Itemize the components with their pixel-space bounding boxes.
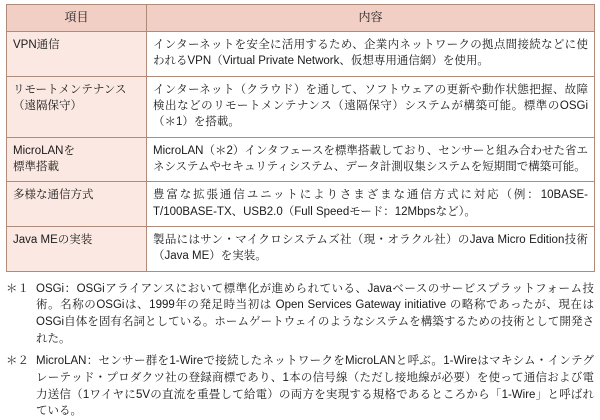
- row-label: MicroLANを 標準搭載: [7, 137, 147, 182]
- row-label: VPN通信: [7, 32, 147, 77]
- row-label: Java MEの実装: [7, 226, 147, 271]
- footnotes: [6, 281, 594, 420]
- table-row: [7, 137, 595, 182]
- row-description: MicroLAN（＊2）インタフェースを標準搭載しており、センサーと組み合わせた省エネシステムやセキュリティシステム、データ計測収集システムを短期間で構築可能。: [147, 137, 595, 182]
- row-description: インターネットを安全に活用するため、企業内ネットワークの拠点間接続などに使われるVPN（Virtual Private Network、仮想専用通信網）を使用。: [147, 32, 595, 77]
- column-header-content: 内容: [147, 5, 595, 32]
- table-body: [7, 32, 595, 272]
- table-row: [7, 226, 595, 271]
- column-header-item: 項目: [7, 5, 147, 32]
- row-label: リモートメンテナンス （遠隔保守）: [7, 76, 147, 137]
- table-header: [7, 5, 595, 32]
- footnote-item: [6, 281, 594, 348]
- footnote-text: MicroLAN：センサー群を1-Wireで接続したネットワークをMicroLANと呼ぶ。1-Wireはマキシム・インテグレーテッド・プロダクツ社の登録商標であり、1本の信号線（ただし接地線が必要）を使って通信および電力送信（1ワイヤに5Vの直流を重畳して給電）の両方を実現する規格であるところから「1-Wire」と呼ばれている。: [36, 355, 594, 418]
- table-row: [7, 32, 595, 77]
- footnote-text: OSGi：OSGiアライアンスにおいて標準化が進められている、Javaベースのサービスプラットフォーム技術。名称のOSGiは、1999年の発足時当初は Open Services Gateway initiative の略称であったが、現在はOSGi自体を固有名詞としている。ホームゲートウェイのようなシステムを構築するための技術として開発された。: [36, 282, 594, 345]
- row-label: 多様な通信方式: [7, 182, 147, 227]
- footnote-marker: ＊１: [6, 282, 29, 295]
- table-row: [7, 182, 595, 227]
- specification-table: [6, 4, 595, 272]
- footnote-marker: ＊２: [6, 355, 29, 368]
- row-description: 製品にはサン・マイクロシステムズ社（現・オラクル社）のJava Micro Edition技術（Java ME）を実装。: [147, 226, 595, 271]
- footnote-item: [6, 353, 594, 420]
- row-description: 豊富な拡張通信ユニットによりさまざまな通信方式に対応（例：10BASE-T/100BASE-TX、USB2.0（Full Speedモード：12Mbpsなど）。: [147, 182, 595, 227]
- table-row: [7, 76, 595, 137]
- table-header-row: [7, 5, 595, 32]
- row-description: インターネット（クラウド）を通して、ソフトウェアの更新や動作状態把握、故障検出などのリモートメンテナンス（遠隔保守）システムが構築可能。標準のOSGi（＊1）を搭載。: [147, 76, 595, 137]
